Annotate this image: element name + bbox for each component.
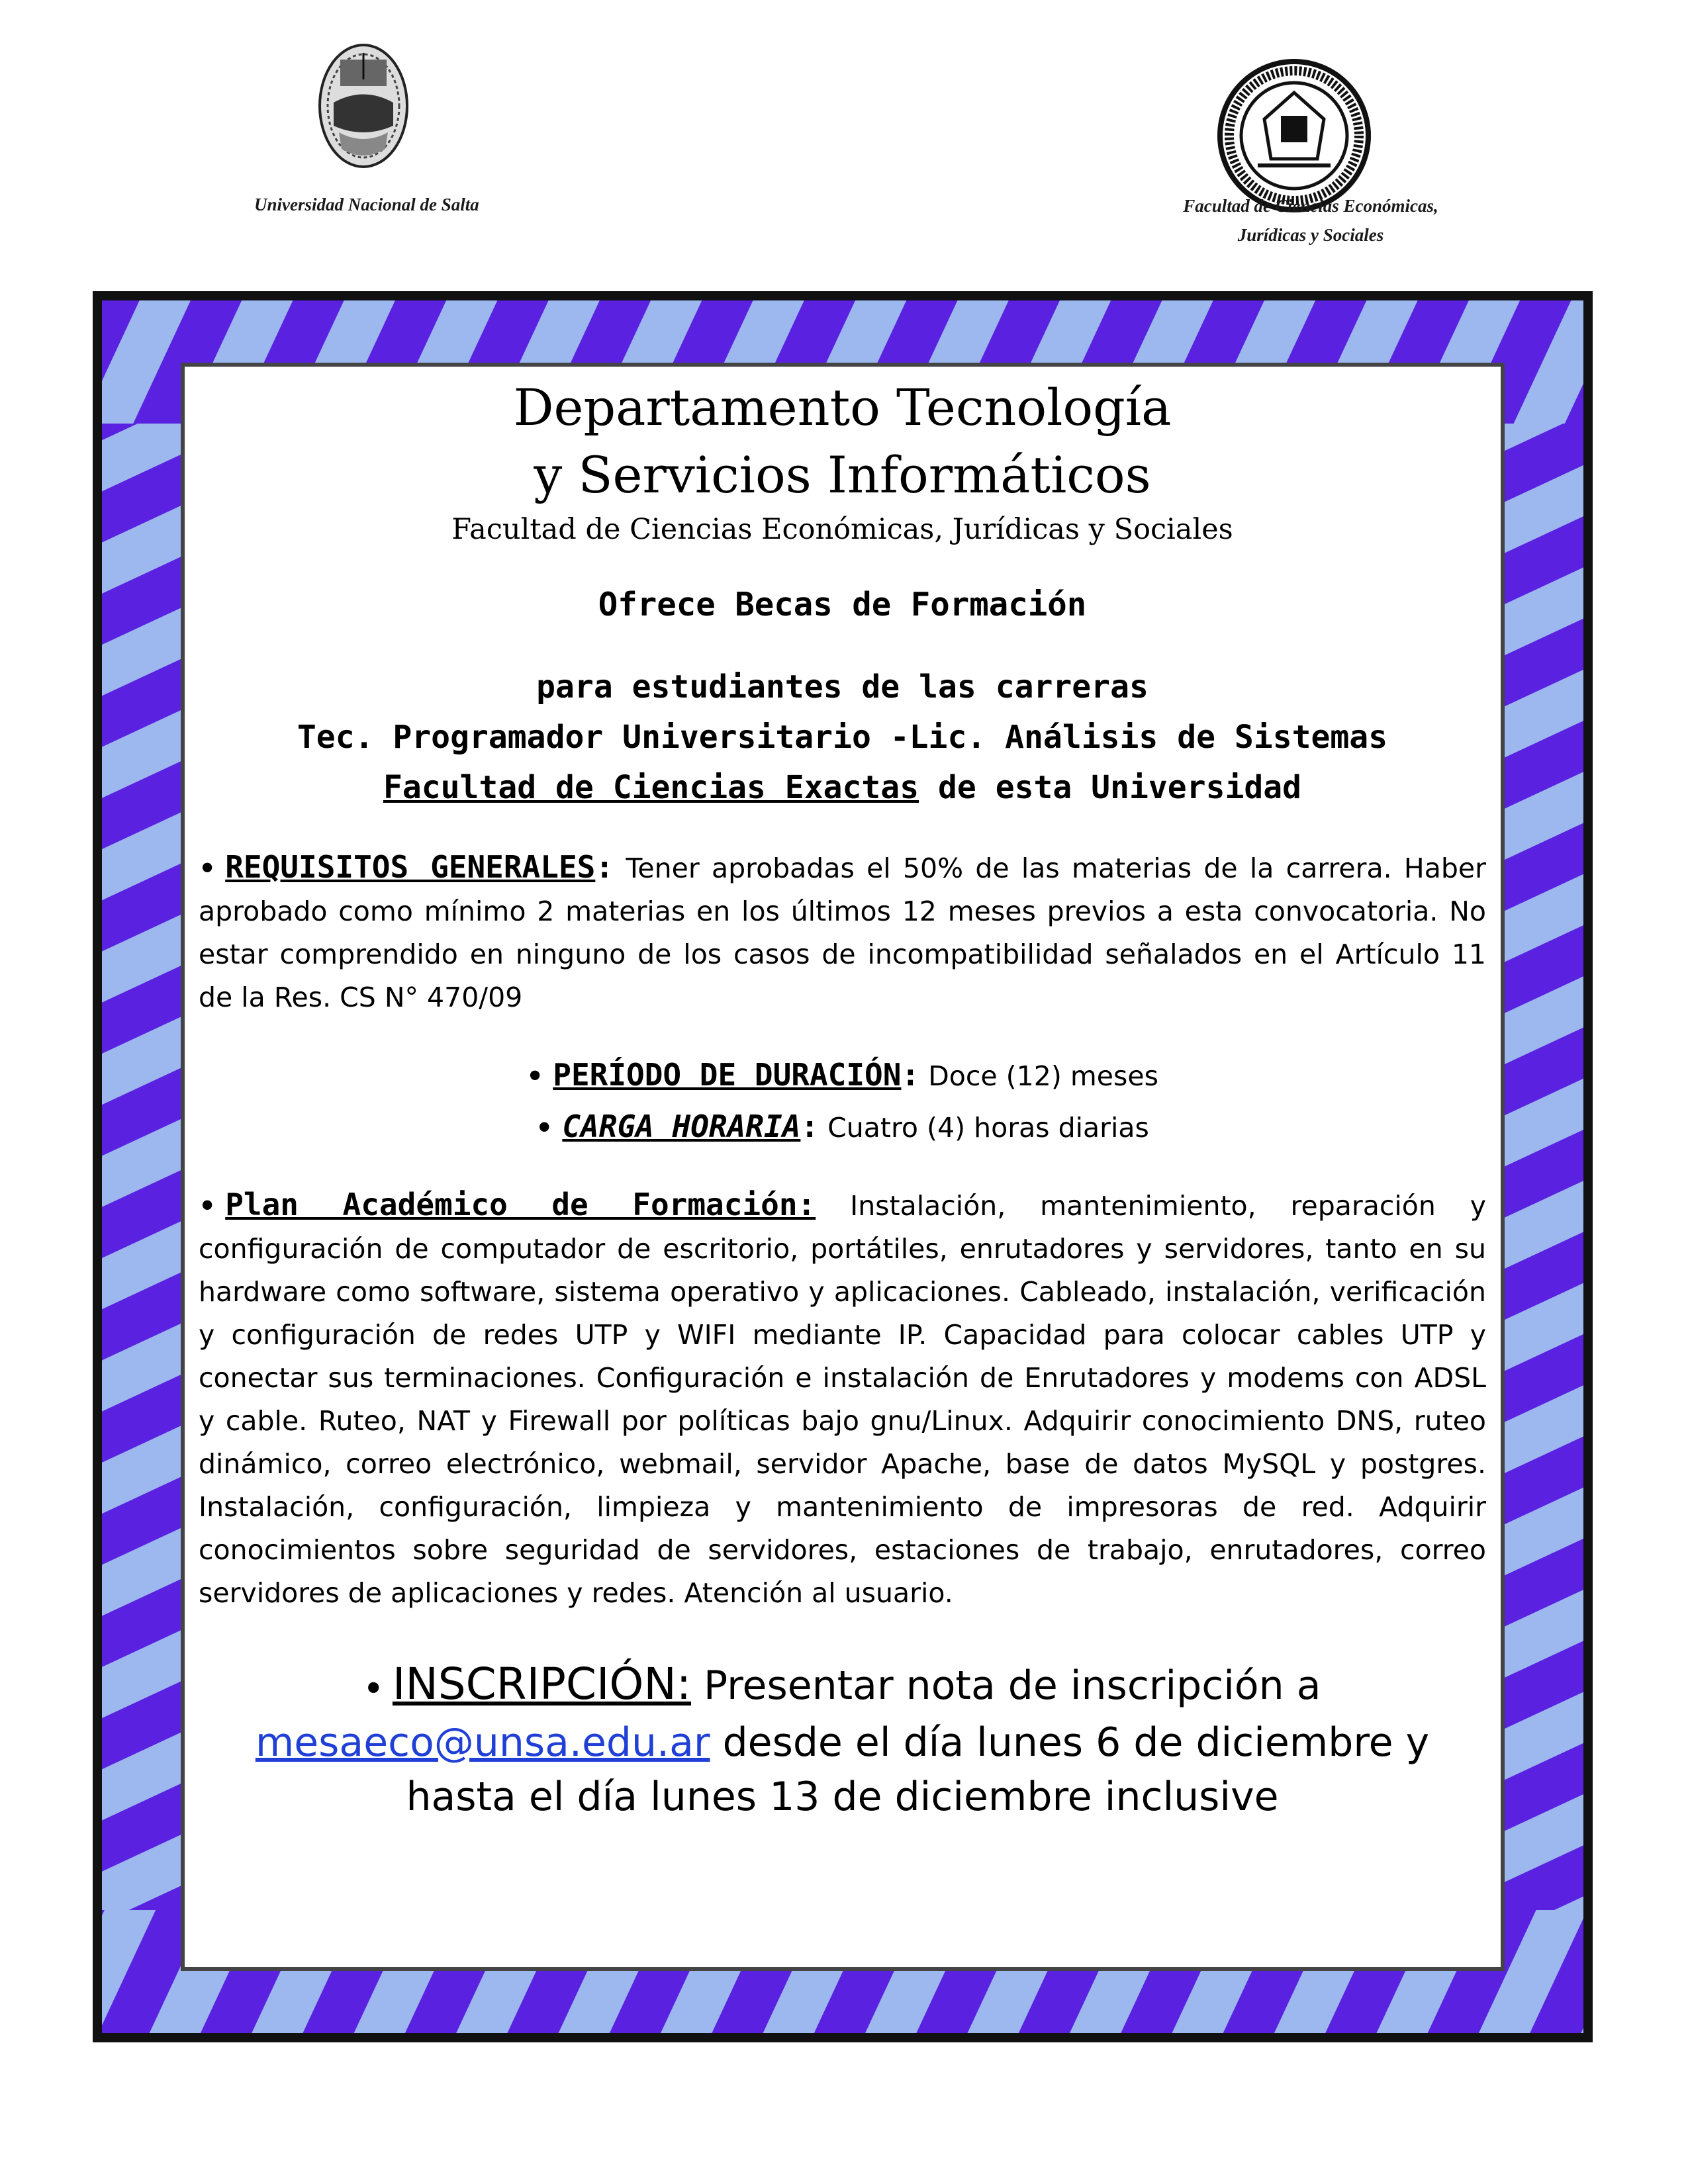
hours-label: CARGA HORARIA — [562, 1109, 801, 1144]
bullet: • — [363, 1670, 383, 1706]
inscription-text1: Presentar nota de inscripción a — [690, 1662, 1321, 1709]
inscription-line2 — [199, 1715, 1486, 1770]
requirements-label: REQUISITOS GENERALES — [225, 849, 596, 885]
title-faculty: Facultad de Ciencias Económicas, Jurídicas y Sociales — [451, 513, 1233, 546]
colon: : — [800, 1109, 820, 1144]
inscription-line1 — [199, 1657, 1486, 1715]
careers-faculty-exactas: Facultad de Ciencias Exactas — [383, 769, 919, 806]
bullet: • — [199, 1190, 216, 1222]
bullet: • — [199, 852, 216, 884]
inscription-email-link[interactable]: mesaeco@unsa.edu.ar — [255, 1719, 710, 1766]
hours-text: Cuatro (4) horas diarias — [827, 1112, 1149, 1144]
flyer-content — [199, 374, 1486, 2002]
careers-line3-rest: de esta Universidad — [919, 769, 1302, 806]
careers-line2: Tec. Programador Universitario -Lic. Análisis de Sistemas — [297, 719, 1388, 756]
inscription-label: INSCRIPCIÓN: — [392, 1659, 691, 1709]
university-crest-icon — [314, 40, 413, 172]
period-text: Doce (12) meses — [928, 1060, 1158, 1092]
offer-heading: Ofrece Becas de Formación — [598, 586, 1087, 623]
requirements-text: Tener aprobadas el 50% de las materias de la carrera. Haber aprobado como mínimo 2 materias en los últimos 12 meses previos a esta convocatoria. No estar comprendido en ninguno de los casos de incompatibilidad señalados en el Artículo 11 de la Res. CS N° 470/09 — [199, 852, 1486, 1013]
duration-block — [199, 1050, 1486, 1153]
faculty-name-line1: Facultad de Ciencias Económicas, — [1183, 196, 1438, 216]
inscription-text2: desde el día lunes 6 de diciembre y — [710, 1719, 1430, 1766]
title-line1: Departamento Tecnología — [513, 378, 1172, 437]
requirements-paragraph — [199, 846, 1486, 1019]
colon: : — [901, 1057, 920, 1093]
careers-line3 — [199, 762, 1486, 813]
faculty-seal-icon — [1211, 53, 1377, 218]
faculty-name-line2: Jurídicas y Sociales — [1237, 225, 1384, 245]
careers-line1: para estudiantes de las carreras — [536, 668, 1149, 705]
bullet: • — [526, 1060, 544, 1092]
period-line — [199, 1050, 1486, 1101]
plan-label: Plan Académico de Formación: — [225, 1187, 816, 1222]
inscription-line3: hasta el día lunes 13 de diciembre inclusive — [406, 1774, 1279, 1820]
careers-block — [199, 662, 1486, 813]
inscription-block — [199, 1657, 1486, 1824]
bullet: • — [536, 1112, 553, 1144]
hours-line — [199, 1101, 1486, 1153]
plan-text: Instalación, mantenimiento, reparación y configuración de computador de escritorio, portátiles, enrutadores y servidores, tanto en su hardware como software, sistema operativo y aplicaciones. Cableado, instalación, verificación y configuración de redes UTP y WIFI mediante IP. Capacidad para colocar cables UTP y conectar sus terminaciones. Configuración e instalación de Enrutadores y modems con ADSL y cable. Ruteo, NAT y Firewall por políticas bajo gnu/Linux. Adquirir conocimiento DNS, ruteo dinámico, correo electrónico, webmail, servidor Apache, base de datos MySQL y postgres. Instalación, configuración, limpieza y mantenimiento de impresoras de red. Adquirir conocimientos sobre seguridad de servidores, estaciones de trabajo, enrutadores, correo servidores de aplicaciones y redes. Atención al usuario. — [199, 1190, 1486, 1609]
university-name: Universidad Nacional de Salta — [254, 195, 479, 214]
plan-paragraph — [199, 1183, 1486, 1615]
colon: : — [595, 849, 614, 885]
title-line2: y Servicios Informáticos — [534, 445, 1151, 504]
period-label: PERÍODO DE DURACIÓN — [553, 1057, 902, 1093]
